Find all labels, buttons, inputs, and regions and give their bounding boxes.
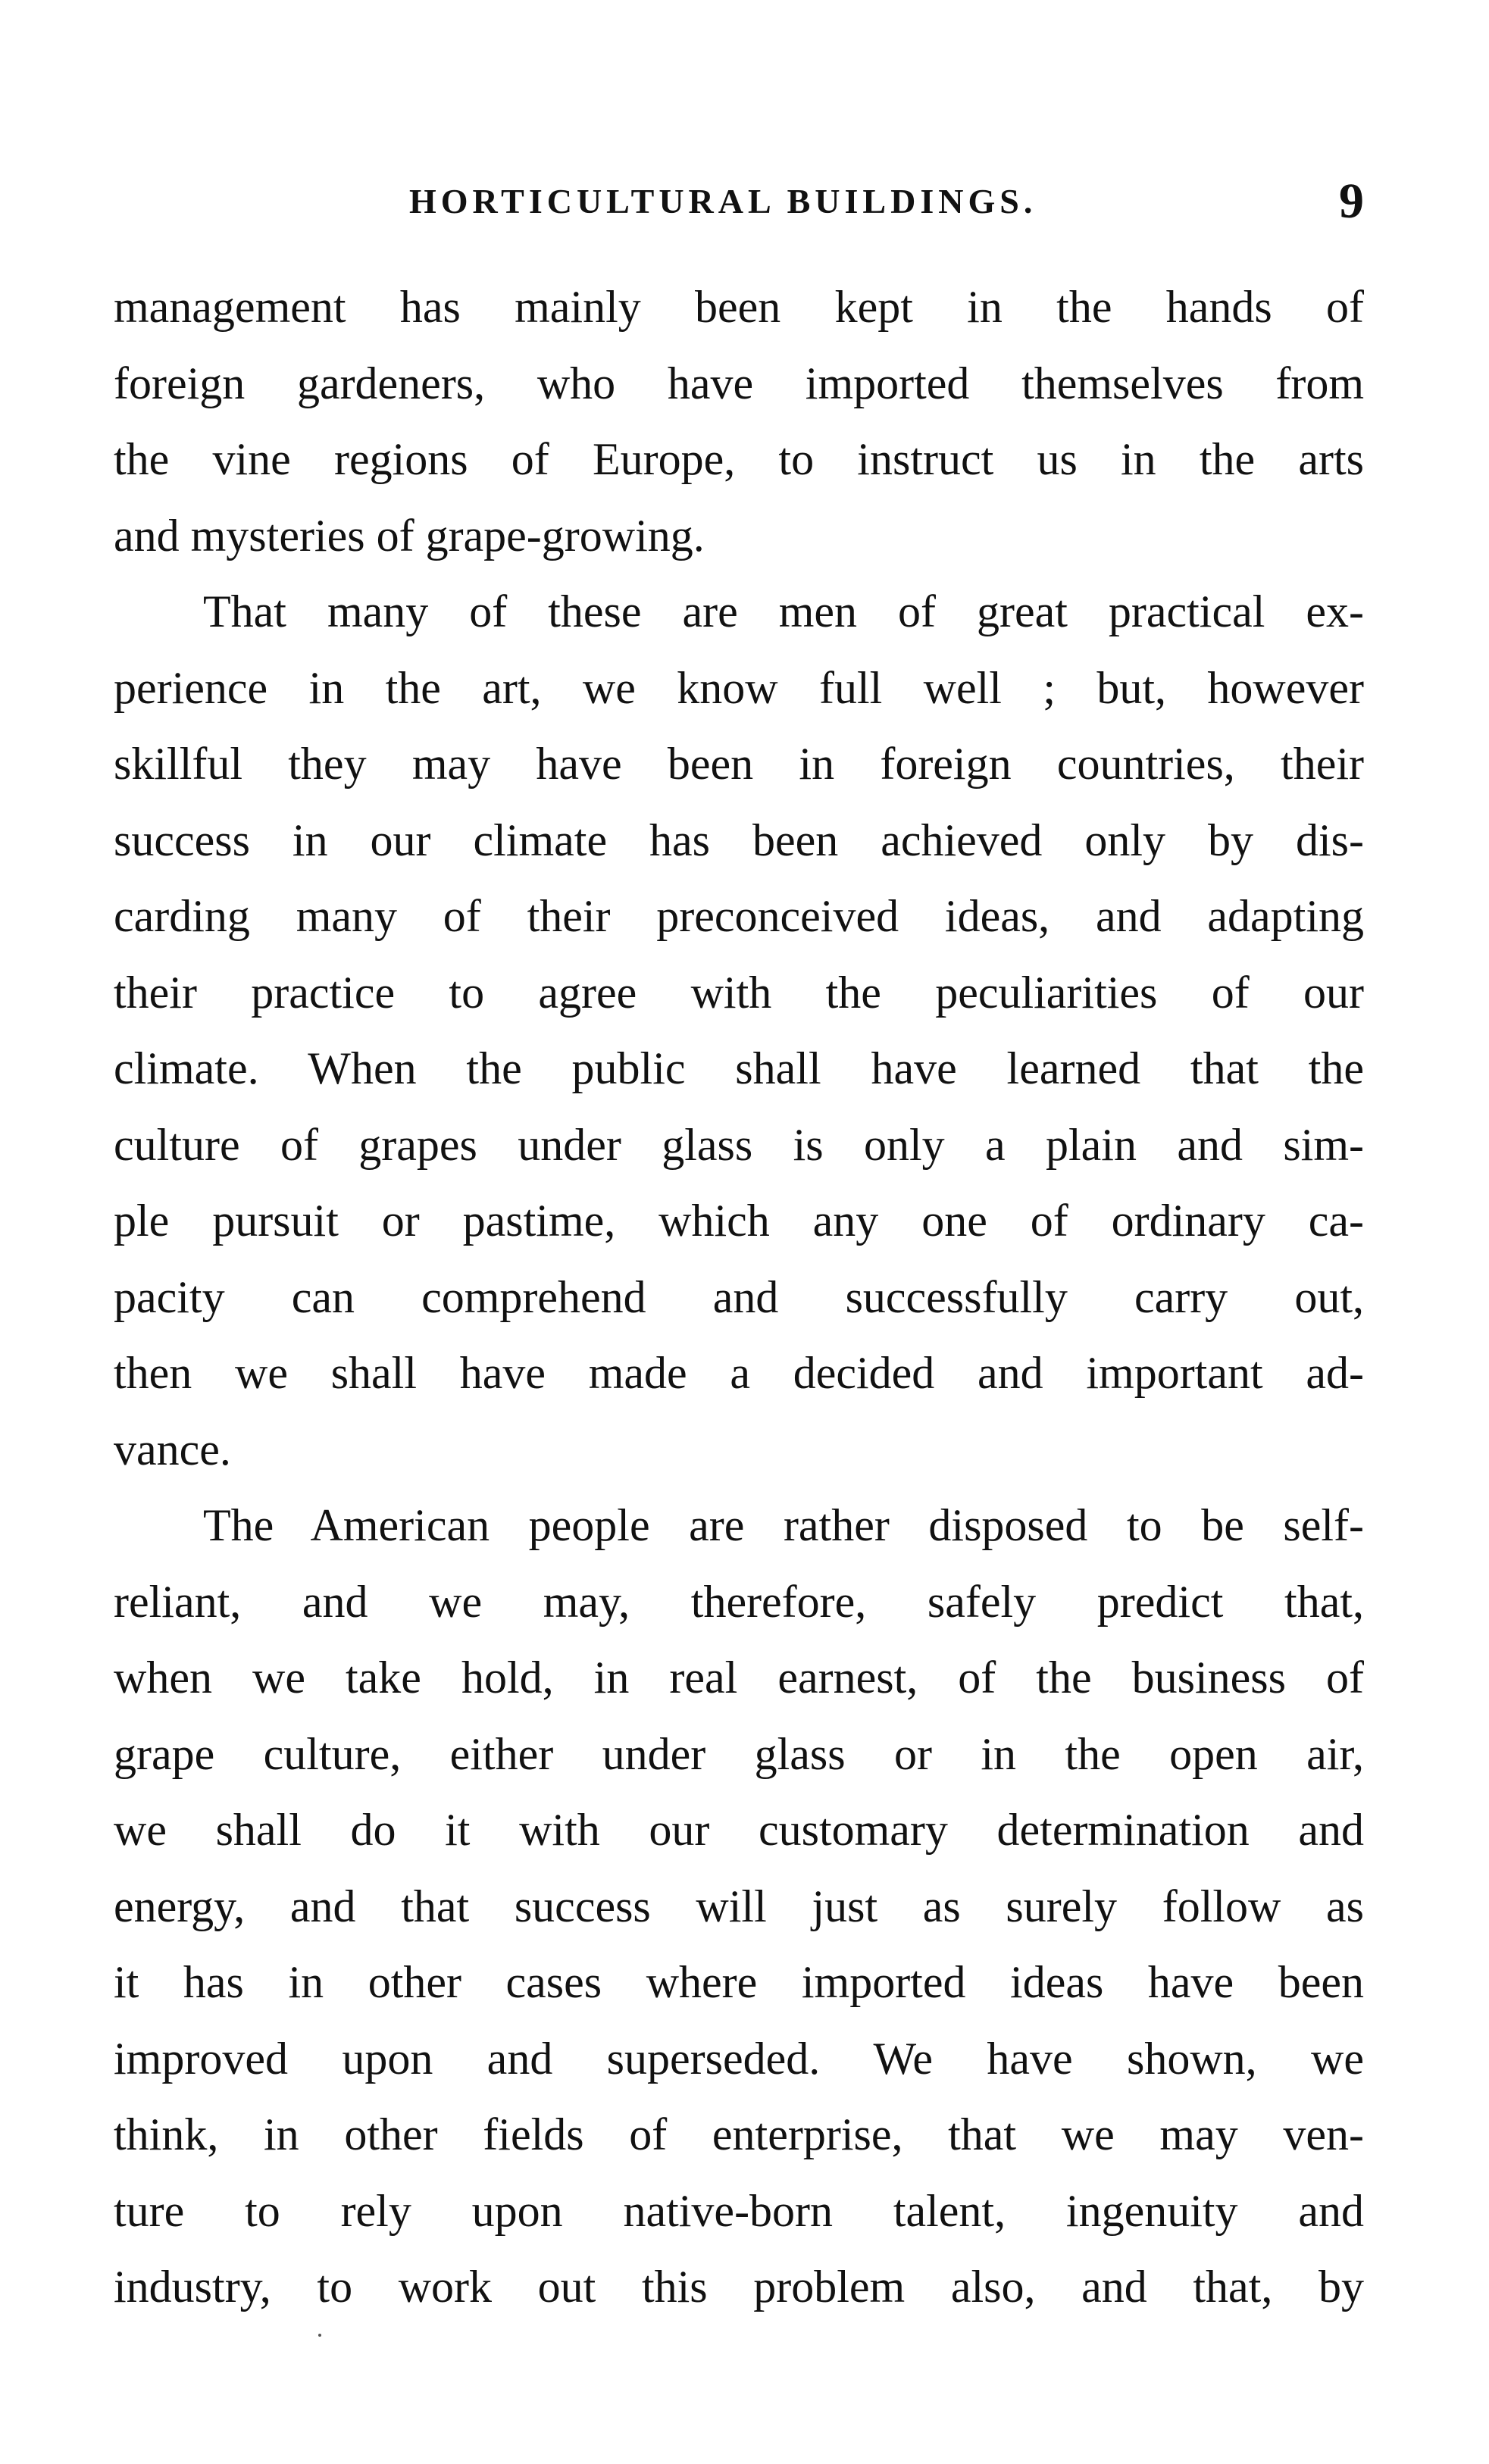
text-line: grape culture, either under glass or in the open air, bbox=[114, 1728, 1364, 1779]
text-line: energy, and that success will just as surely follow as bbox=[114, 1881, 1364, 1931]
text-line: it has in other cases where imported ideas have been bbox=[114, 1957, 1364, 2007]
text-line: their practice to agree with the peculiarities of our bbox=[114, 967, 1364, 1018]
text-line: ple pursuit or pastime, which any one of ordinary ca- bbox=[114, 1196, 1364, 1246]
page-number: 9 bbox=[1339, 174, 1364, 229]
text-line: we shall do it with our customary determination and bbox=[114, 1805, 1364, 1855]
paragraph-3 bbox=[114, 1487, 1364, 2325]
text-line: climate. When the public shall have learned that the bbox=[114, 1043, 1364, 1093]
text-line: That many of these are men of great practical ex- bbox=[203, 586, 1364, 636]
text-line: ture to rely upon native-born talent, ingenuity and bbox=[114, 2185, 1364, 2236]
running-head bbox=[114, 171, 1364, 232]
text-line: success in our climate has been achieved only by dis- bbox=[114, 815, 1364, 865]
text-line: The American people are rather disposed to be self- bbox=[203, 1500, 1364, 1550]
print-speck bbox=[318, 2334, 321, 2337]
text-line: when we take hold, in real earnest, of the business of bbox=[114, 1653, 1364, 1703]
text-line: reliant, and we may, therefore, safely predict that, bbox=[114, 1576, 1364, 1627]
text-line: think, in other fields of enterprise, that we may ven- bbox=[114, 2109, 1364, 2159]
text-line: industry, to work out this problem also, and that, by bbox=[114, 2262, 1364, 2312]
running-title: HORTICULTURAL BUILDINGS. bbox=[409, 182, 1037, 220]
paragraph-1 bbox=[114, 269, 1364, 574]
text-line: carding many of their preconceived ideas, and adapting bbox=[114, 891, 1364, 941]
body-text bbox=[114, 269, 1364, 2325]
text-line: improved upon and superseded. We have shown, we bbox=[114, 2033, 1364, 2084]
text-line: foreign gardeners, who have imported themselves from bbox=[114, 358, 1364, 408]
text-line: vance. bbox=[114, 1424, 231, 1474]
text-line: then we shall have made a decided and important ad- bbox=[114, 1348, 1364, 1398]
text-line: culture of grapes under glass is only a plain and sim- bbox=[114, 1119, 1364, 1170]
text-line: and mysteries of grape-growing. bbox=[114, 510, 705, 561]
text-line: management has mainly been kept in the hands of bbox=[114, 282, 1364, 332]
paragraph-2 bbox=[114, 574, 1364, 1487]
text-line: the vine regions of Europe, to instruct us in the arts bbox=[114, 434, 1364, 484]
text-line: perience in the art, we know full well ; but, however bbox=[114, 662, 1364, 713]
text-line: pacity can comprehend and successfully carry out, bbox=[114, 1271, 1364, 1322]
text-line: skillful they may have been in foreign countries, their bbox=[114, 739, 1364, 789]
